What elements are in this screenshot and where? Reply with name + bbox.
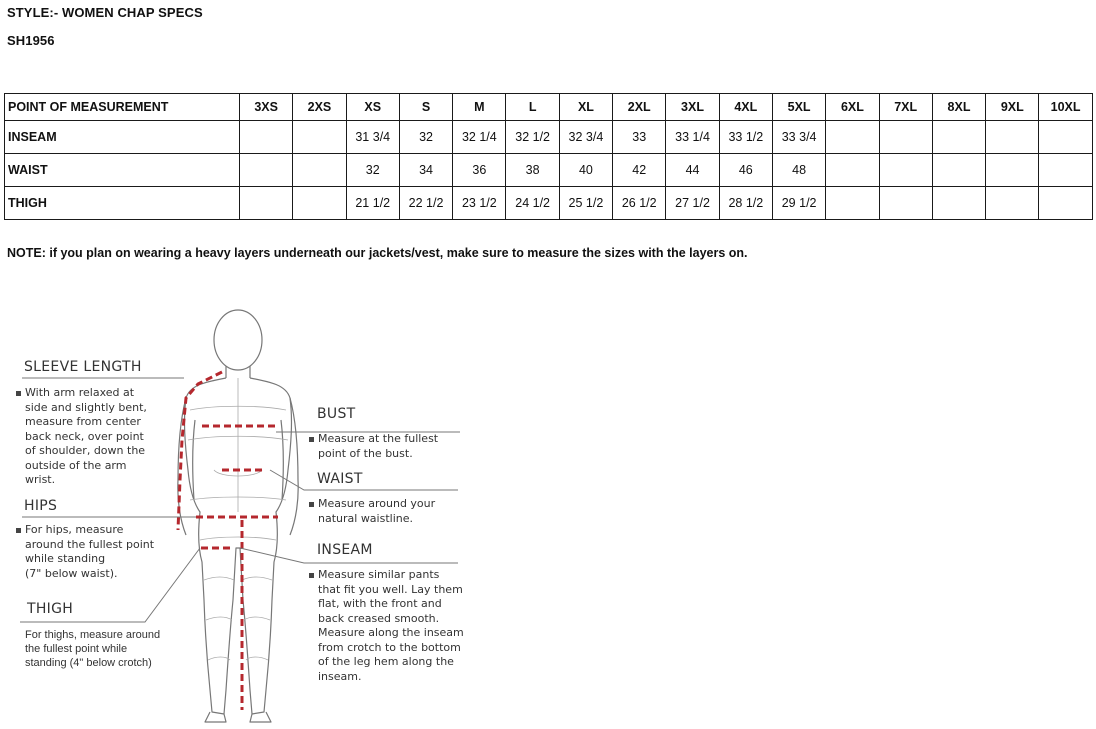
- inseam-text: Measure similar pants that fit you well. Lay them flat, with the front and back creased smooth. Measure along the inseam from crotch to the bottom of the leg hem along the inseam.: [309, 568, 464, 684]
- hips-title: HIPS: [24, 498, 58, 514]
- column-header: 8XL: [932, 94, 985, 121]
- table-cell: 21 1/2: [346, 187, 399, 220]
- sleeve-length-text: With arm relaxed at side and slightly bent, measure from center back neck, over point of shoulder, down the outside of the arm wrist.: [16, 386, 147, 488]
- column-header: XS: [346, 94, 399, 121]
- table-cell: 27 1/2: [666, 187, 719, 220]
- table-cell: [986, 187, 1039, 220]
- sleeve-length-title: SLEEVE LENGTH: [24, 359, 142, 375]
- bullet-icon: [309, 573, 314, 578]
- table-cell: 33 1/2: [719, 121, 772, 154]
- style-code: SH1956: [7, 33, 55, 48]
- column-header: 3XS: [240, 94, 293, 121]
- column-header: 4XL: [719, 94, 772, 121]
- column-header: 9XL: [986, 94, 1039, 121]
- column-header: 5XL: [772, 94, 825, 121]
- column-header: S: [399, 94, 452, 121]
- column-header: 3XL: [666, 94, 719, 121]
- column-header: POINT OF MEASUREMENT: [5, 94, 240, 121]
- table-cell: 32: [346, 154, 399, 187]
- table-cell: [826, 121, 879, 154]
- bust-title: BUST: [317, 406, 356, 422]
- table-cell: 32: [399, 121, 452, 154]
- size-spec-table: [4, 93, 1093, 220]
- table-cell: [932, 154, 985, 187]
- thigh-text: For thighs, measure around the fullest point while standing (4" below crotch): [25, 629, 161, 669]
- table-cell: [826, 154, 879, 187]
- column-header: XL: [559, 94, 612, 121]
- table-cell: [293, 121, 346, 154]
- table-cell: 33: [613, 121, 666, 154]
- table-cell: [932, 121, 985, 154]
- table-cell: 36: [453, 154, 506, 187]
- table-cell: 28 1/2: [719, 187, 772, 220]
- table-cell: [826, 187, 879, 220]
- table-cell: [293, 187, 346, 220]
- table-cell: [1039, 121, 1092, 154]
- table-cell: [879, 187, 932, 220]
- table-cell: [879, 121, 932, 154]
- body-figure-contours: [188, 378, 288, 660]
- row-label: THIGH: [5, 187, 240, 220]
- bullet-icon: [16, 391, 21, 396]
- column-header: M: [453, 94, 506, 121]
- table-row-thigh: [5, 187, 1093, 220]
- column-header: 2XL: [613, 94, 666, 121]
- table-cell: 34: [399, 154, 452, 187]
- table-cell: 29 1/2: [772, 187, 825, 220]
- table-cell: 32 1/4: [453, 121, 506, 154]
- table-cell: 23 1/2: [453, 187, 506, 220]
- table-cell: 24 1/2: [506, 187, 559, 220]
- layering-note: NOTE: if you plan on wearing a heavy layers underneath our jackets/vest, make sure to measure the sizes with the layers on.: [7, 246, 748, 260]
- inseam-title: INSEAM: [317, 542, 373, 558]
- sleeve-length-guide: [178, 372, 222, 530]
- table-cell: 32 3/4: [559, 121, 612, 154]
- table-cell: [986, 121, 1039, 154]
- table-cell: [879, 154, 932, 187]
- table-cell: [1039, 154, 1092, 187]
- thigh-title: THIGH: [27, 601, 74, 617]
- table-cell: [293, 154, 346, 187]
- row-label: INSEAM: [5, 121, 240, 154]
- table-cell: 40: [559, 154, 612, 187]
- table-cell: 22 1/2: [399, 187, 452, 220]
- table-cell: 25 1/2: [559, 187, 612, 220]
- body-figure-outline: [178, 310, 298, 722]
- table-header-row: [5, 94, 1093, 121]
- table-cell: [240, 154, 293, 187]
- table-cell: 32 1/2: [506, 121, 559, 154]
- table-row-waist: [5, 154, 1093, 187]
- waist-title: WAIST: [317, 471, 363, 487]
- table-cell: 33 3/4: [772, 121, 825, 154]
- column-header: 7XL: [879, 94, 932, 121]
- style-title: STYLE:- WOMEN CHAP SPECS: [7, 5, 203, 20]
- table-cell: 31 3/4: [346, 121, 399, 154]
- bullet-icon: [309, 437, 314, 442]
- table-cell: 46: [719, 154, 772, 187]
- table-cell: [1039, 187, 1092, 220]
- table-row-inseam: [5, 121, 1093, 154]
- table-cell: 48: [772, 154, 825, 187]
- table-cell: 26 1/2: [613, 187, 666, 220]
- waist-text: Measure around your natural waistline.: [309, 497, 435, 526]
- column-header: 6XL: [826, 94, 879, 121]
- table-cell: 33 1/4: [666, 121, 719, 154]
- column-header: 2XS: [293, 94, 346, 121]
- table-cell: [932, 187, 985, 220]
- table-cell: [986, 154, 1039, 187]
- bullet-icon: [309, 502, 314, 507]
- hips-text: For hips, measure around the fullest point while standing (7" below waist).: [16, 523, 154, 581]
- column-header: L: [506, 94, 559, 121]
- table-cell: 42: [613, 154, 666, 187]
- table-cell: [240, 121, 293, 154]
- bullet-icon: [16, 528, 21, 533]
- table-cell: 44: [666, 154, 719, 187]
- column-header: 10XL: [1039, 94, 1092, 121]
- row-label: WAIST: [5, 154, 240, 187]
- table-cell: 38: [506, 154, 559, 187]
- bust-text: Measure at the fullest point of the bust.: [309, 432, 438, 461]
- table-cell: [240, 187, 293, 220]
